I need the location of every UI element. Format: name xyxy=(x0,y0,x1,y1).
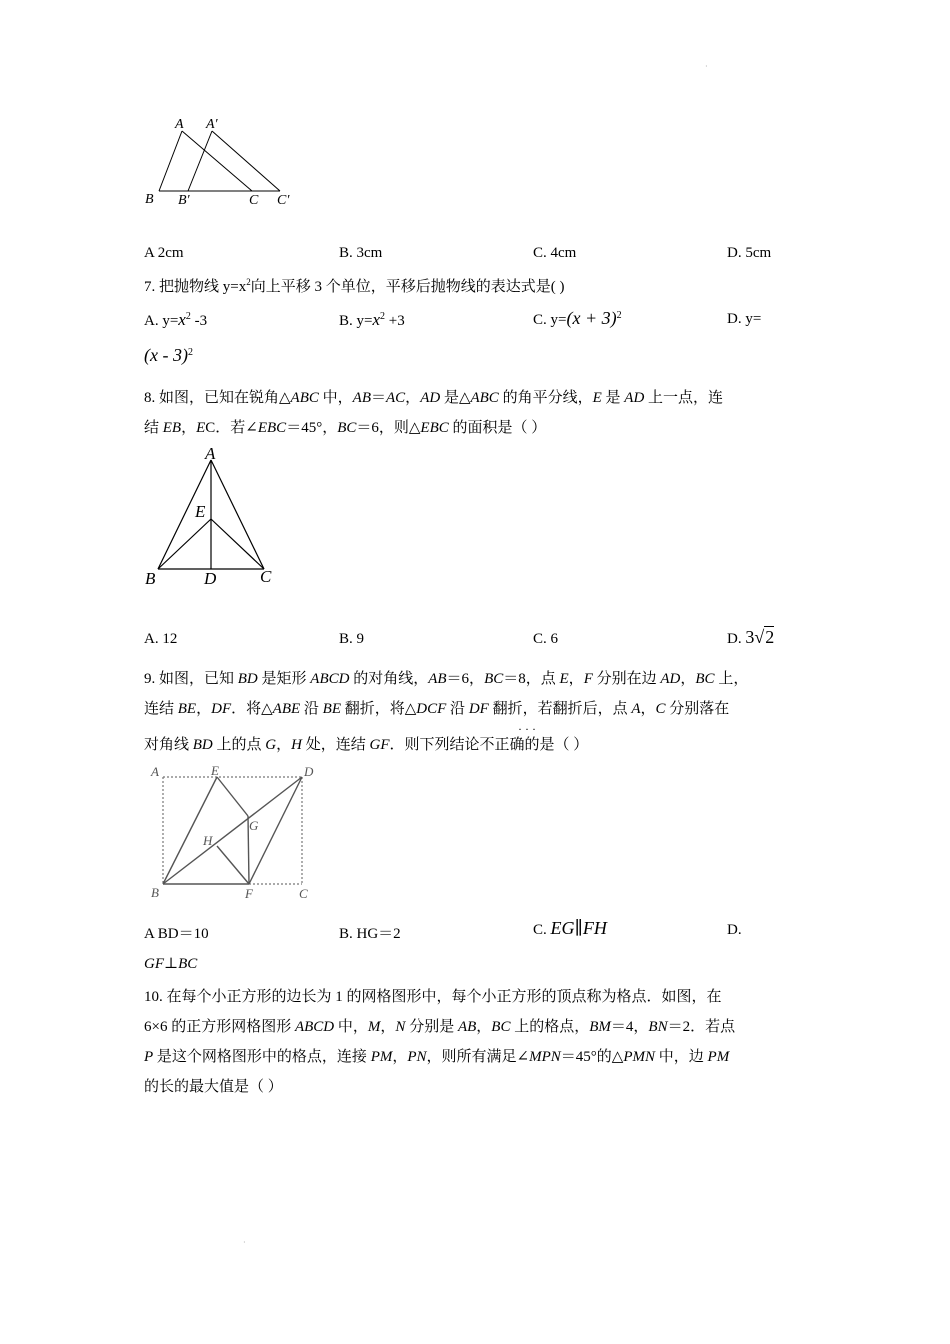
q9-label-F: F xyxy=(245,886,253,901)
q9-label-B: B xyxy=(151,885,159,900)
q7-option-d-expression[interactable]: (x - 3)$^2$ xyxy=(144,345,193,365)
bottom-dot-mark: · xyxy=(243,1238,246,1247)
q6-label-C1: C′ xyxy=(277,193,290,208)
q9-option-c[interactable]: C. EG∥FH xyxy=(533,918,607,938)
q10-stem-line4: 的长的最大值是（ ） xyxy=(144,1079,283,1095)
q9-stem-line3: 对角线 BD 上的点 G，H 处，连结 GF．则下列结论不正确的是（ ） xyxy=(144,737,589,753)
q9-option-d[interactable]: D. xyxy=(727,922,742,938)
q8-option-d[interactable]: D. 3√2 xyxy=(727,627,775,647)
q9-label-G: G xyxy=(249,818,259,833)
q9-segment-BD xyxy=(163,777,302,884)
q9-label-A: A xyxy=(151,764,159,779)
q7-option-d[interactable]: D. y= xyxy=(727,311,762,327)
q8-segment-EB xyxy=(158,519,211,569)
q9-option-b[interactable]: B. HG＝2 xyxy=(339,926,401,942)
q8-stem-line1: 8. 如图，已知在锐角△ABC 中，AB＝AC，AD 是△ABC 的角平分线，E 是 AD 上一点，连 xyxy=(144,390,724,406)
q6-label-B1: B′ xyxy=(178,193,190,208)
q6-label-A: A xyxy=(175,117,184,132)
q8-label-E: E xyxy=(195,502,206,521)
q6-segment-BA xyxy=(159,131,182,191)
q6-option-d[interactable]: D. 5cm xyxy=(727,245,772,261)
q7-option-a[interactable]: A. $y=x^2$ -3 xyxy=(144,310,208,329)
q9-stem-line1: 9. 如图，已知 BD 是矩形 ABCD 的对角线，AB＝6，BC＝8，点 E，F 分别在边 AD，BC 上， xyxy=(144,671,749,687)
q9-label-H: H xyxy=(203,833,213,848)
q10-stem-line2: 6×6 的正方形网格图形 ABCD 中，M，N 分别是 AB，BC 上的格点，BM＝4，BN＝2．若点 xyxy=(144,1019,736,1035)
q10-stem-line1: 10. 在每个小正方形的边长为 1 的网格图形中，每个小正方形的顶点称为格点．如图，在 xyxy=(144,989,722,1005)
q8-triangle-figure xyxy=(140,440,290,590)
q9-label-E: E xyxy=(211,763,219,778)
q9-emphasis-dots: · · · xyxy=(518,722,536,736)
q9-label-D: D xyxy=(304,764,314,779)
q6-option-c[interactable]: C. 4cm xyxy=(533,245,577,261)
q9-rectangle-figure xyxy=(145,762,320,902)
q7-stem: 7. 把抛物线 $y=x^2$向上平移 3 个单位，平移后抛物线的表达式是( ) xyxy=(144,277,565,295)
q10-stem-line3: P 是这个网格图形中的格点，连接 PM，PN，则所有满足∠MPN＝45°的△PMN 中，边 PM xyxy=(144,1049,730,1065)
q9-segment-BE xyxy=(163,777,217,884)
q8-stem-line2: 结 EB，EC．若∠EBC＝45°，BC＝6，则△EBC 的面积是（ ） xyxy=(144,420,547,436)
q8-option-b[interactable]: B. 9 xyxy=(339,631,365,647)
q6-segment-B1A1 xyxy=(188,131,212,191)
q8-segment-AC xyxy=(211,460,264,569)
q8-label-D: D xyxy=(204,569,217,588)
top-dot-mark: · xyxy=(705,62,708,71)
q6-segment-A1C1 xyxy=(212,131,280,191)
q8-option-a[interactable]: A. 12 xyxy=(144,631,178,647)
q7-option-b[interactable]: B. $y=x^2 +3$ xyxy=(339,310,405,329)
q6-translation-figure xyxy=(140,112,310,212)
q9-label-C: C xyxy=(299,886,308,901)
q8-label-C: C xyxy=(260,567,272,586)
q6-label-B: B xyxy=(145,192,154,207)
q9-segment-FH xyxy=(217,846,249,884)
q8-label-B: B xyxy=(145,569,156,588)
q9-option-d-content[interactable]: GF⊥BC xyxy=(144,956,198,972)
q6-segment-AC xyxy=(182,131,252,191)
q8-label-A: A xyxy=(205,444,216,463)
q6-label-C: C xyxy=(249,193,259,208)
q8-segment-EC xyxy=(211,519,264,569)
q9-segment-EG xyxy=(217,777,248,816)
q6-label-A1: A′ xyxy=(206,117,218,132)
q8-option-c[interactable]: C. 6 xyxy=(533,631,559,647)
q6-option-b[interactable]: B. 3cm xyxy=(339,245,383,261)
q7-option-c[interactable]: C. $y=(x + 3)^2$ xyxy=(533,308,622,328)
q9-option-a[interactable]: A BD＝10 xyxy=(144,926,209,942)
q6-option-a[interactable]: A 2cm xyxy=(144,245,184,261)
q9-stem-line2: 连结 BE，DF．将△ABE 沿 BE 翻折，将△DCF 沿 DF 翻折，若翻折后，点 A，C 分别落在 xyxy=(144,701,730,717)
